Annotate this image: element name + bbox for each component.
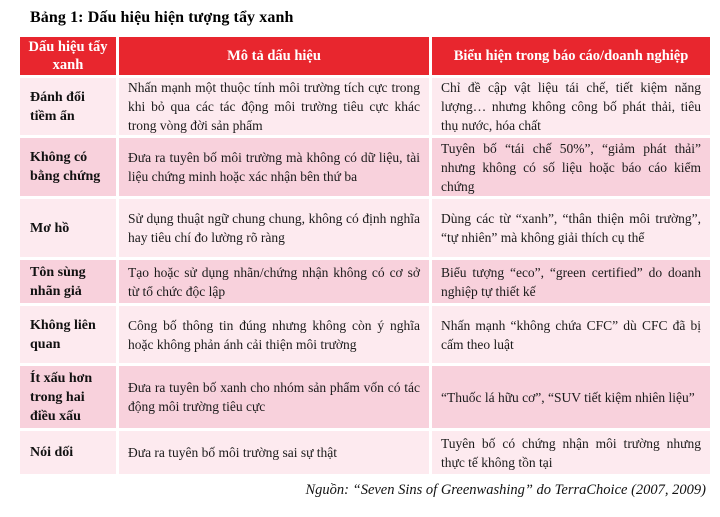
table-row-description: Công bố thông tin đúng nhưng không còn ý nghĩa hoặc không phản ánh cải thiện môi trường [119,306,429,363]
table-row-description: Nhấn mạnh một thuộc tính môi trường tích cực trong khi bỏ qua các tác động môi trường tiêu cực khác trong vòng đời sản phẩm [119,78,429,135]
table-row-manifestation: Chỉ đề cập vật liệu tái chế, tiết kiệm năng lượng… nhưng không công bố phát thải, tiêu thụ nước, hóa chất [432,78,710,135]
table-grid [20,37,710,474]
table-row-sign: Không liên quan [20,306,116,363]
greenwashing-table [20,37,710,474]
table-row-manifestation: Tuyên bố “tái chế 50%”, “giảm phát thải” nhưng không có số liệu hoặc báo cáo kiểm chứng [432,138,710,196]
table-row-description: Đưa ra tuyên bố môi trường mà không có dữ liệu, tài liệu chứng minh hoặc xác nhận bên thứ ba [119,138,429,196]
table-row-sign: Ít xấu hơn trong hai điều xấu [20,366,116,428]
table-header-manifestation: Biểu hiện trong báo cáo/doanh nghiệp [432,37,710,75]
table-row-description: Đưa ra tuyên bố môi trường sai sự thật [119,431,429,474]
table-row-manifestation: Nhấn mạnh “không chứa CFC” dù CFC đã bị cấm theo luật [432,306,710,363]
table-header-description: Mô tả dấu hiệu [119,37,429,75]
page-title: Bảng 1: Dấu hiệu hiện tượng tẩy xanh [30,9,294,26]
table-header-sign: Dấu hiệu tẩy xanh [20,37,116,75]
table-row-manifestation: Tuyên bố có chứng nhận môi trường nhưng thực tế không tồn tại [432,431,710,474]
table-row-description: Đưa ra tuyên bố xanh cho nhóm sản phẩm vốn có tác động môi trường tiêu cực [119,366,429,428]
table-row-sign: Không có bằng chứng [20,138,116,196]
table-row-sign: Nói dối [20,431,116,474]
table-row-sign: Tôn sùng nhãn giả [20,260,116,303]
table-row-manifestation: Biểu tượng “eco”, “green certified” do doanh nghiệp tự thiết kế [432,260,710,303]
table-row-sign: Mơ hồ [20,199,116,257]
table-row-description: Sử dụng thuật ngữ chung chung, không có định nghĩa hay tiêu chí đo lường rõ ràng [119,199,429,257]
table-row-description: Tạo hoặc sử dụng nhãn/chứng nhận không có cơ sở từ tổ chức độc lập [119,260,429,303]
table-row-sign: Đánh đổi tiềm ẩn [20,78,116,135]
source-citation: Nguồn: “Seven Sins of Greenwashing” do TerraChoice (2007, 2009) [305,482,706,498]
table-row-manifestation: Dùng các từ “xanh”, “thân thiện môi trường”, “tự nhiên” mà không giải thích cụ thể [432,199,710,257]
table-row-manifestation: “Thuốc lá hữu cơ”, “SUV tiết kiệm nhiên liệu” [432,366,710,428]
